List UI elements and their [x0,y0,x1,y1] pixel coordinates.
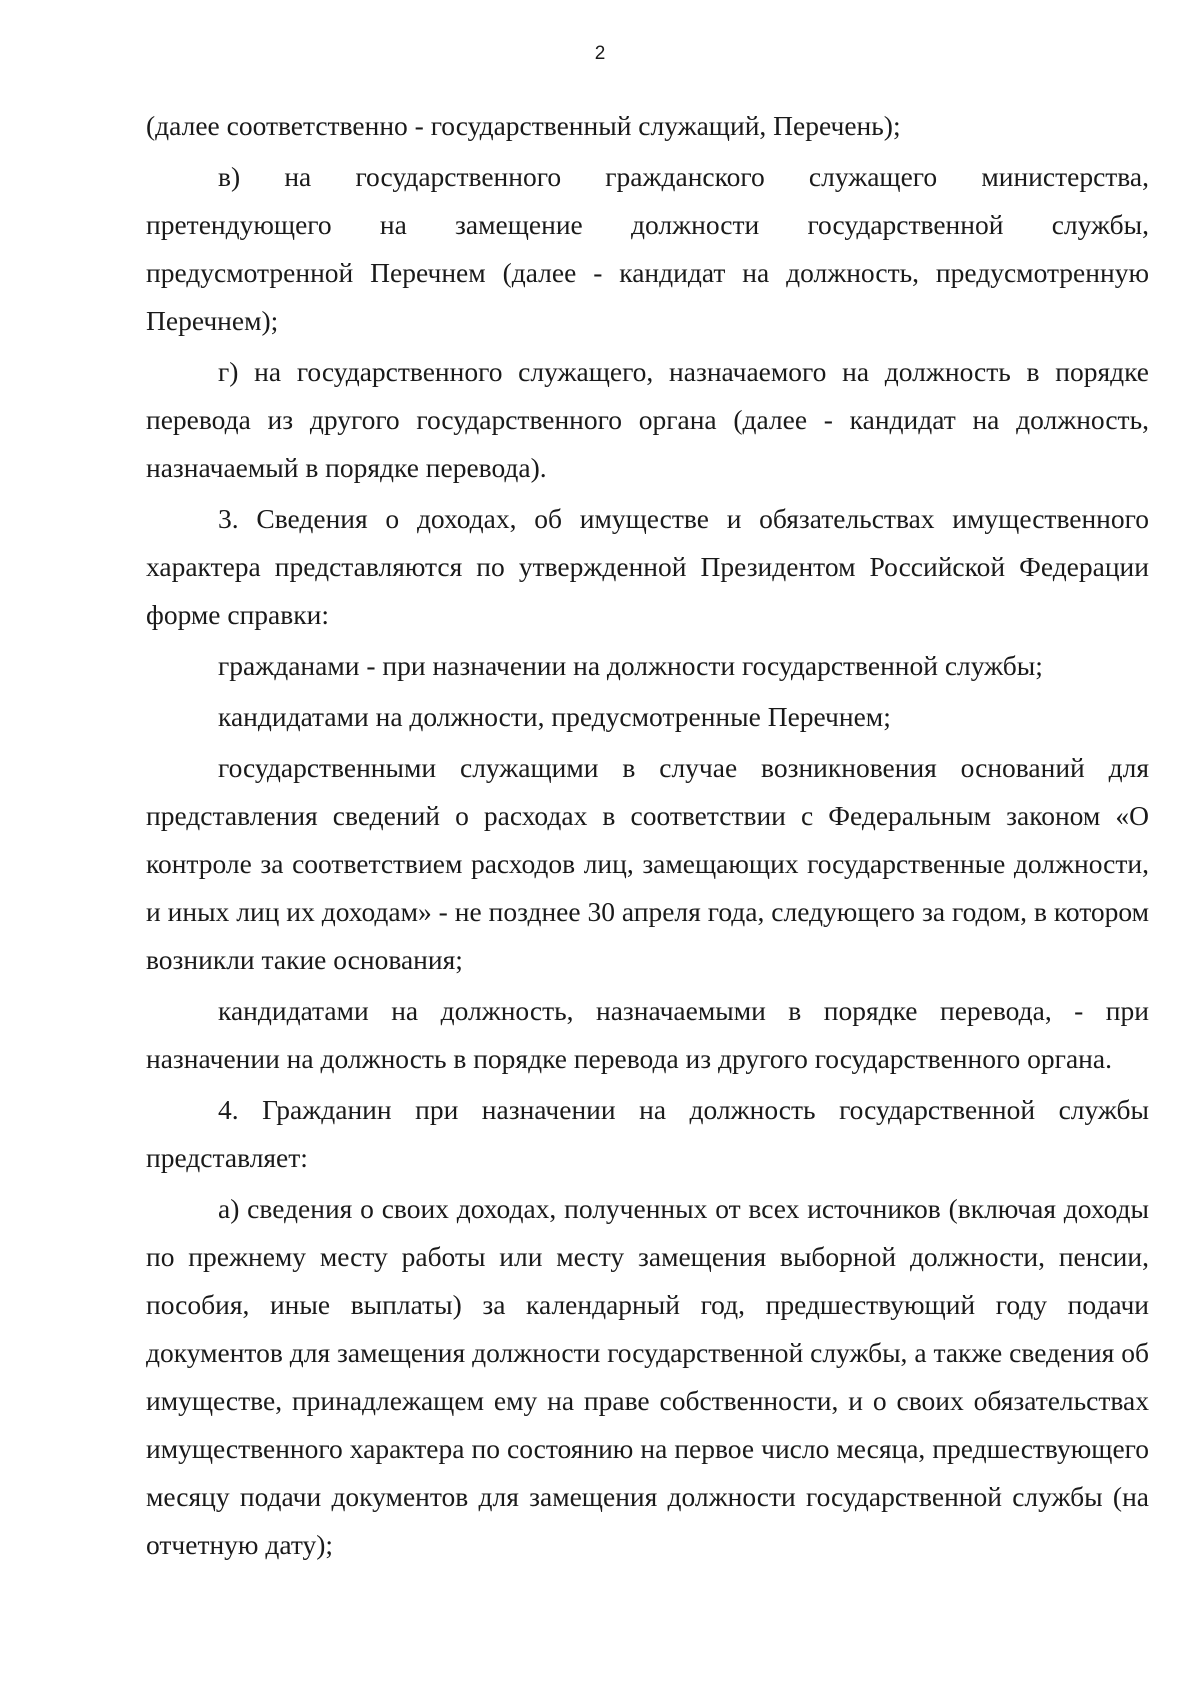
paragraph-item-v: в) на государственного гражданского служащего министерства, претендующего на замещение должности государственной службы, предусмотренной Перечнем (далее - кандидат на должность, предусмотренную Перечнем); [146,161,1149,336]
paragraph-item-a: а) сведения о своих доходах, полученных от всех источников (включая доходы по прежнему месту работы или месту замещения выборной должности, пенсии, пособия, иные выплаты) за календарный год, предшествующий году подачи документов для замещения должности государственной службы, а также сведения об имуществе, принадлежащем ему на праве собственности, и о своих обязательствах имущественного характера по состоянию на первое число месяца, предшествующего месяцу подачи документов для замещения должности государственной службы (на отчетную дату); [146,1193,1149,1560]
page-number: 2 [594,43,606,64]
paragraph-transfer-candidates: кандидатами на должность, назначаемыми в порядке перевода, - при назначении на должность в порядке перевода из другого государственного органа. [146,995,1149,1074]
paragraph-citizens: гражданами - при назначении на должности государственной службы; [218,650,1043,681]
document-body [146,102,1149,1572]
paragraph-candidates: кандидатами на должности, предусмотренные Перечнем; [218,701,891,732]
paragraph-section-3: 3. Сведения о доходах, об имуществе и обязательствах имущественного характера представляются по утвержденной Президентом Российской Федерации форме справки: [146,503,1149,630]
paragraph-continuation: (далее соответственно - государственный служащий, Перечень); [146,110,901,141]
paragraph-civil-servants: государственными служащими в случае возникновения оснований для представления сведений о расходах в соответствии с Федеральным законом «О контроле за соответствием расходов лиц, замещающих государственные должности, и иных лиц их доходам» - не позднее 30 апреля года, следующего за годом, в котором возникли такие основания; [146,752,1149,975]
paragraph-section-4: 4. Гражданин при назначении на должность государственной службы представляет: [146,1094,1149,1173]
paragraph-item-g: г) на государственного служащего, назначаемого на должность в порядке перевода из другого государственного органа (далее - кандидат на должность, назначаемый в порядке перевода). [146,356,1149,483]
